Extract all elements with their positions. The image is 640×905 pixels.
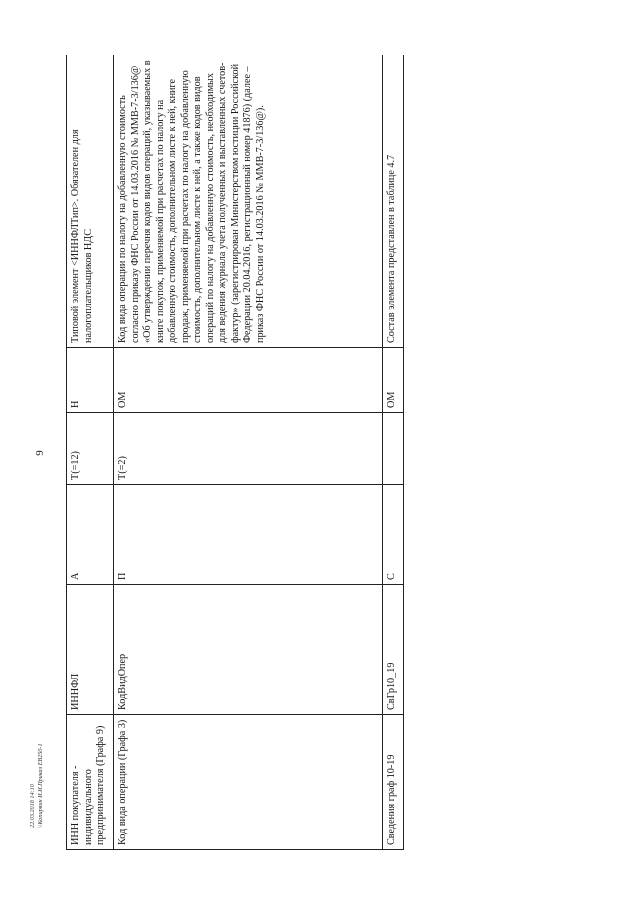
table-row — [114, 55, 383, 850]
element-format-cell: Т(=12) — [67, 413, 114, 485]
element-required-cell: ОМ — [383, 348, 404, 413]
element-description-cell: Типовой элемент <ИННФЛТип>. Обязателен для налогоплательщиков НДС — [67, 55, 114, 348]
page-number: 9 — [34, 450, 46, 456]
element-required-cell: Н — [67, 348, 114, 413]
element-type-cell: С — [383, 485, 404, 585]
element-type-cell: А — [67, 485, 114, 585]
element-name-cell: Код вида операции (Графа 3) — [114, 715, 383, 850]
element-description-cell: Состав элемента представлен в таблице 4.7 — [383, 55, 404, 348]
table-row — [383, 55, 404, 850]
element-table — [66, 55, 404, 850]
rotated-page-content — [66, 55, 415, 850]
stamp-path: \\Копирвин И.И.Приказ ЕВ250-1 — [37, 743, 44, 828]
element-code-cell: ИННФЛ — [67, 585, 114, 715]
element-code-cell: СвГр10_19 — [383, 585, 404, 715]
element-required-cell: ОМ — [114, 348, 383, 413]
element-type-cell: П — [114, 485, 383, 585]
element-description-cell: Код вида операции по налогу на добавленную стоимость согласно приказу ФНС России от 14.03.2016 № ММВ-7-3/136@ «Об утверждении перечня кодов видов операций, указываемых в книге покупок, применяемой при расчетах по налогу на добавленную стоимость, дополнительном листе к ней, книге продаж, применяемой при расчетах по налогу на добавленную стоимость, дополнительном листе к ней, а также кодов видов операций по налогу на добавленную стоимость, необходимых для ведения журнала учета полученных и выставленных счетов-фактур» (зарегистрирован Министерством юстиции Российской Федерации 20.04.2016, регистрационный номер 41876) (далее – приказ ФНС России от 14.03.2016 № ММВ-7-3/136@). — [114, 55, 383, 348]
element-format-cell — [383, 413, 404, 485]
document-table-area — [66, 55, 415, 850]
table-row — [67, 55, 114, 850]
element-name-cell: ИНН покупателя - индивидуального предпринимателя (Графа 9) — [67, 715, 114, 850]
element-name-cell: Сведения граф 10-19 — [383, 715, 404, 850]
element-code-cell: КодВидОпер — [114, 585, 383, 715]
element-format-cell: Т(=2) — [114, 413, 383, 485]
print-stamp — [29, 718, 51, 828]
stamp-timestamp: 22.03.2018 14:10 — [29, 784, 36, 828]
